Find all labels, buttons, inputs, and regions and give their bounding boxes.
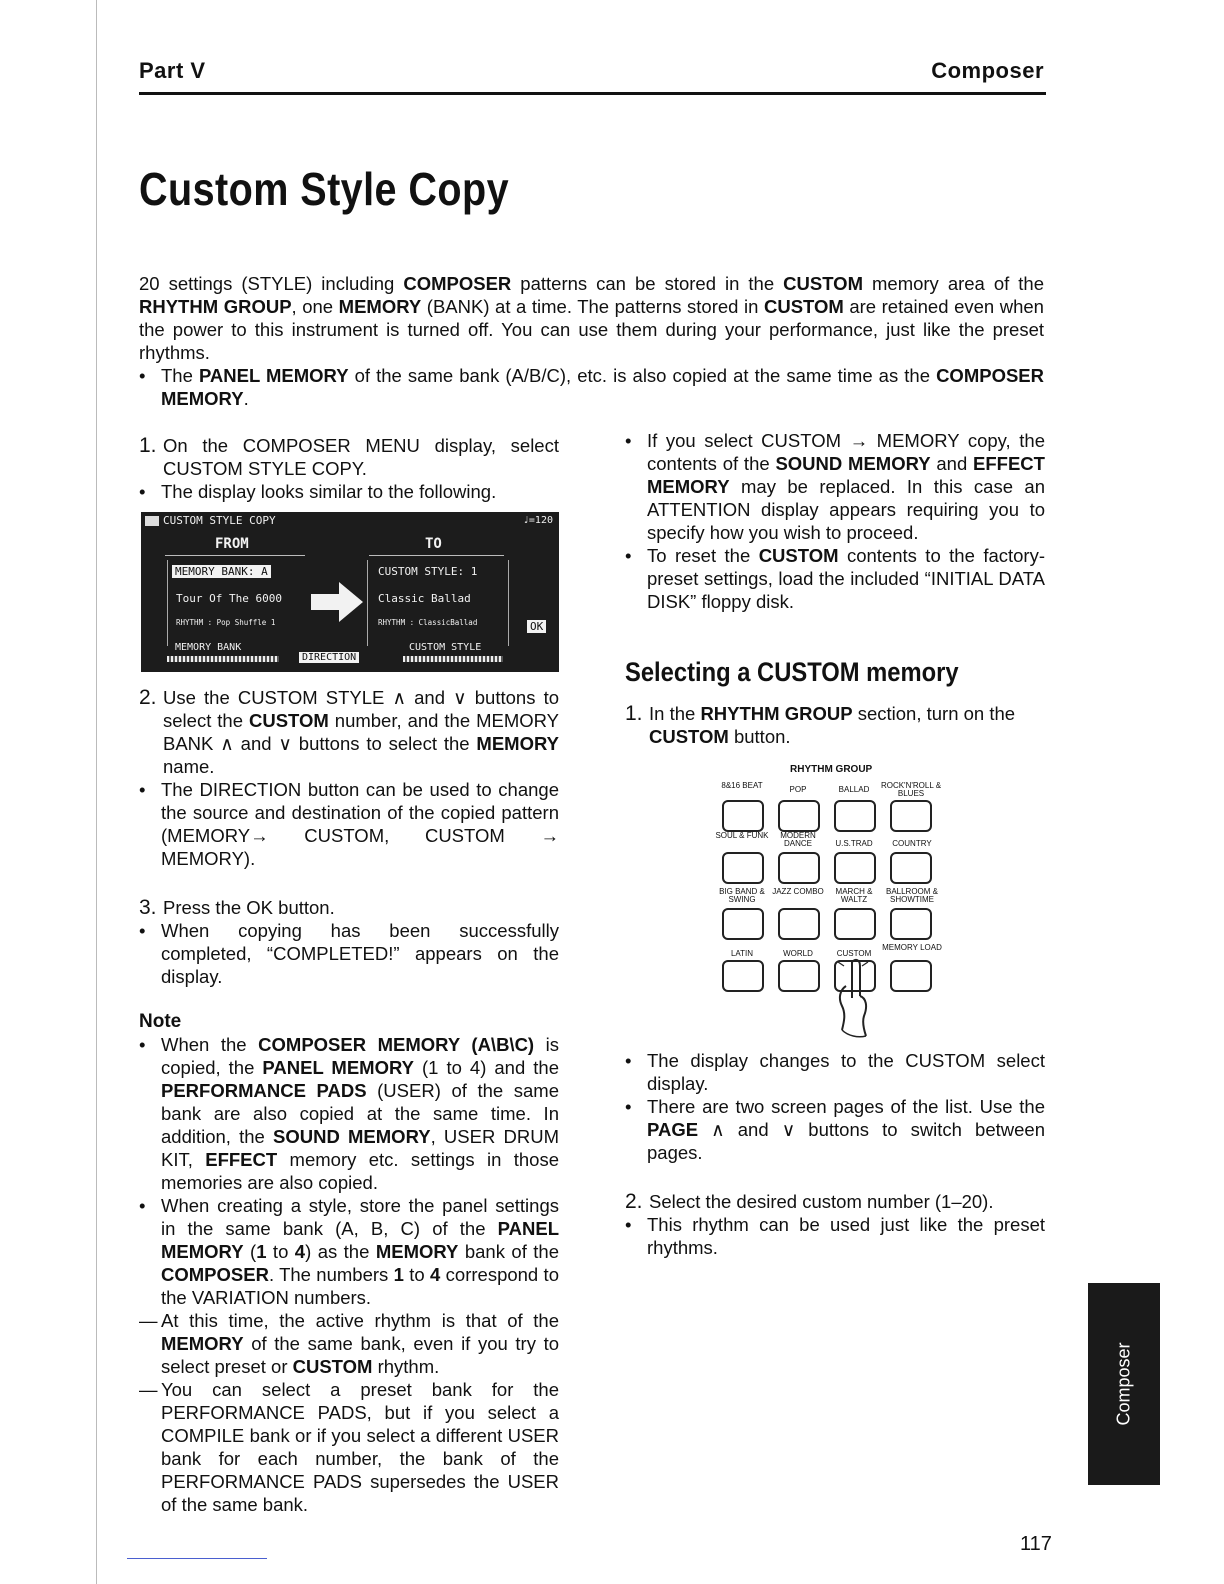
rg-label: MEMORY LOAD: [882, 943, 942, 952]
rg-label: 8&16 BEAT: [721, 781, 763, 790]
rg-label: U.S.TRAD: [835, 839, 873, 848]
left-column: [139, 434, 559, 503]
margin-line: [96, 0, 97, 1584]
note-dash-2: — You can select a preset bank for the PERFORMANCE PADS, but if you select a COMPILE bank or if you select a different USER bank for each number, the bank of the PERFORMANCE PADS supersedes the USER of the same bank.: [139, 1379, 559, 1515]
page-number: 117: [1020, 1533, 1052, 1555]
lcd-ok-button[interactable]: OK: [527, 620, 546, 633]
rhythm-button-march-waltz[interactable]: [834, 908, 876, 940]
lcd-from-label: FROM: [215, 536, 249, 552]
step-3: 3. Press the OK button.: [139, 896, 335, 919]
rhythm-button-modern-dance[interactable]: [778, 852, 820, 884]
lcd-to-rhythm: RHYTHM : ClassicBallad: [378, 618, 478, 627]
left-column-lower: [139, 686, 559, 1516]
rg-label: WORLD: [783, 949, 813, 958]
step-2-bullet: • The DIRECTION button can be used to change the source and destination of the copied pattern (MEMORY→ CUSTOM, CUSTOM → MEMORY).: [139, 779, 559, 869]
note-bullet-1: • When the COMPOSER MEMORY (A\B\C) is copied, the PANEL MEMORY (1 to 4) and the PERFORMANCE PADS (USER) of the same bank are also copied at the same time. In addition, the SOUND MEMORY, USER DRUM KIT, EFFECT memory etc. settings in those memories are also copied.: [139, 1034, 560, 1193]
rg-label: BALLAD: [838, 785, 870, 794]
rg-label: COUNTRY: [892, 839, 932, 848]
lcd-tempo: ♩=120: [522, 515, 553, 526]
page-title: Custom Style Copy: [139, 163, 510, 215]
lcd-from-box: [167, 560, 308, 646]
lcd-memory-bank-buttons[interactable]: [167, 656, 279, 662]
side-tab: [1088, 1283, 1160, 1485]
lcd-from-bank: MEMORY BANK: A: [172, 565, 271, 578]
rhythm-button-big-band[interactable]: [722, 908, 764, 940]
right-column: [625, 429, 1045, 613]
rg-label: BALLROOM & SHOWTIME: [885, 887, 938, 904]
header-part: Part V: [139, 58, 206, 83]
rhythm-button-us-trad[interactable]: [834, 852, 876, 884]
step-1-bullet: • The display looks similar to the following.: [139, 481, 497, 502]
rhythm-button-soul-funk[interactable]: [722, 852, 764, 884]
note-bullet-2: • When creating a style, store the panel settings in the same bank (A, B, C) of the PANEL MEMORY (1 to 4) as the MEMORY bank of the COMPOSER. The numbers 1 to 4 correspond to the VARIATION numbers.: [139, 1195, 559, 1308]
rhythm-button-rock-blues[interactable]: [890, 800, 932, 832]
lcd-menu-icon: [145, 516, 159, 526]
lcd-display: [141, 512, 559, 672]
direction-arrow-icon: [311, 582, 363, 622]
note-heading: Note: [139, 1011, 182, 1032]
step-2: 2. Use the CUSTOM STYLE ∧ and ∨ buttons to select the CUSTOM number, and the MEMORY BANK ∧ and ∨ buttons to select the MEMORY name.: [139, 686, 560, 777]
right-bullet-4: • There are two screen pages of the list. Use the PAGE ∧ and ∨ buttons to switch between pages.: [625, 1096, 1045, 1163]
step-3-bullet: • When copying has been successfully completed, “COMPLETED!” appears on the display.: [139, 920, 559, 987]
lcd-from-rhythm: RHYTHM : Pop Shuffle 1: [176, 618, 276, 627]
rhythm-button-8-16-beat[interactable]: [722, 800, 764, 832]
rhythm-group-panel: [712, 760, 952, 1040]
lcd-custom-style-label: CUSTOM STYLE: [409, 642, 482, 653]
lcd-custom-style-buttons[interactable]: [403, 656, 503, 662]
pointing-hand-icon: [830, 956, 880, 1040]
lcd-to-label: TO: [425, 536, 442, 552]
intro-paragraph: 20 settings (STYLE) including COMPOSER patterns can be stored in the CUSTOM memory area of the RHYTHM GROUP, one MEMORY (BANK) at a time. The patterns stored in CUSTOM are retained even when the power to this instrument is turned off. You can use them during your performance, just like the preset rhythms.: [139, 273, 1045, 363]
rhythm-button-pop[interactable]: [778, 800, 820, 832]
rg-label: MODERN DANCE: [780, 831, 816, 848]
right-bullet-3: • The display changes to the CUSTOM select display.: [625, 1050, 1045, 1094]
lcd-to-style: CUSTOM STYLE: 1: [378, 565, 478, 578]
rg-label: BIG BAND & SWING: [719, 887, 765, 904]
note-dash-1: — At this time, the active rhythm is that of the MEMORY of the same bank, even if you try to select preset or CUSTOM rhythm.: [139, 1310, 559, 1377]
footer-rule: [127, 1558, 267, 1559]
lcd-from-name: Tour Of The 6000: [176, 592, 282, 605]
intro-bullet: • The PANEL MEMORY of the same bank (A/B/C), etc. is also copied at the same time as the COMPOSER MEMORY.: [139, 365, 1044, 409]
lcd-memory-bank-label: MEMORY BANK: [175, 642, 242, 653]
header-section: Composer: [931, 58, 1044, 83]
lcd-to-box: [367, 560, 509, 646]
side-tab-label: Composer: [1113, 1342, 1134, 1426]
rhythm-button-ballroom[interactable]: [890, 908, 932, 940]
rg-label: JAZZ COMBO: [772, 887, 824, 896]
rg-label: ROCK'N'ROLL & BLUES: [880, 781, 942, 798]
rhythm-button-country[interactable]: [890, 852, 932, 884]
rhythm-button-world[interactable]: [778, 960, 820, 992]
rg-label: MARCH & WALTZ: [835, 887, 873, 904]
right-column-lower: [625, 1049, 1045, 1259]
right-step-1: 1. In the RHYTHM GROUP section, turn on the CUSTOM button.: [625, 702, 1016, 747]
rhythm-button-latin[interactable]: [722, 960, 764, 992]
right-step-2-bullet: • This rhythm can be used just like the preset rhythms.: [625, 1214, 1045, 1258]
rg-label: CUSTOM: [836, 949, 872, 958]
rg-label: SOUL & FUNK: [715, 831, 769, 840]
rhythm-button-memory-load[interactable]: [890, 960, 932, 992]
rhythm-button-jazz-combo[interactable]: [778, 908, 820, 940]
right-step-2: 2. Select the desired custom number (1–20).: [625, 1190, 994, 1213]
rhythm-group-title: RHYTHM GROUP: [790, 764, 873, 775]
rg-label: LATIN: [730, 949, 754, 958]
right-bullet-2: • To reset the CUSTOM contents to the factory-preset settings, load the included “INITIAL DATA DISK” floppy disk.: [625, 545, 1045, 612]
header-rule: [139, 92, 1046, 95]
lcd-to-name: Classic Ballad: [378, 592, 471, 605]
step-1: 1. On the COMPOSER MENU display, select CUSTOM STYLE COPY.: [139, 434, 559, 479]
subheading: Selecting a CUSTOM memory: [625, 657, 959, 687]
lcd-title: CUSTOM STYLE COPY: [163, 514, 276, 527]
rhythm-button-ballad[interactable]: [834, 800, 876, 832]
rg-label: POP: [789, 785, 807, 794]
lcd-direction-button[interactable]: DIRECTION: [299, 652, 359, 663]
right-bullet-1: • If you select CUSTOM → MEMORY copy, the contents of the SOUND MEMORY and EFFECT MEMORY may be replaced. In this case an ATTENTION display appears requiring you to specify how you wish to proceed.: [625, 430, 1045, 543]
